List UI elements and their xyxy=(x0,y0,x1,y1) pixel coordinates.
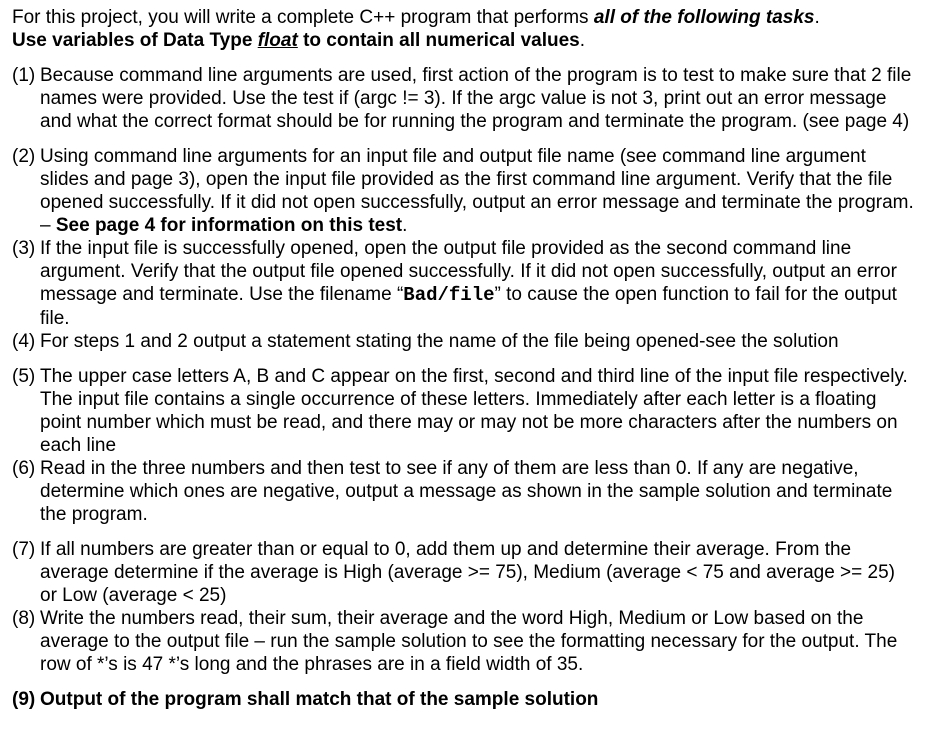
task-number: (2) xyxy=(12,146,36,167)
task-item-1 xyxy=(12,64,917,133)
task-number: (4) xyxy=(12,331,36,352)
intro-line-1: For this project, you will write a complete C++ program that performs all of the following tasks. xyxy=(12,7,820,28)
task-item-6 xyxy=(12,457,917,526)
task-item-5 xyxy=(12,365,917,457)
intro xyxy=(12,6,917,52)
task-number: (7) xyxy=(12,539,36,560)
task-number: (1) xyxy=(12,65,36,86)
task-number: (3) xyxy=(12,238,36,259)
intro-line-2: Use variables of Data Type float to contain all numerical values. xyxy=(12,30,586,51)
task-item-2 xyxy=(12,145,917,237)
task-item-9 xyxy=(12,688,917,711)
task-text: If all numbers are greater than or equal to 0, add them up and determine their average. From the average determine if the average is High (average >= 75), Medium (average < 75 and average >= 25) or Low (average < 25) xyxy=(40,539,895,606)
assignment-document xyxy=(12,6,917,711)
task-text: The upper case letters A, B and C appear on the first, second and third line of the input file respectively. The input file contains a single occurrence of these letters. Immediately after each letter is a floating point number which must be read, and there may or may not be more characters after the numbers on each line xyxy=(40,366,908,456)
task-text: If the input file is successfully opened, open the output file provided as the second command line argument. Verify that the output file opened successfully. If it did not open successfully, output an error message and terminate. Use the filename “Bad/file” to cause the open function to fail for the output file. xyxy=(40,238,897,329)
task-item-8 xyxy=(12,607,917,676)
task-text: Read in the three numbers and then test to see if any of them are less than 0. If any are negative, determine which ones are negative, output a message as shown in the sample solution and terminate the program. xyxy=(40,458,893,525)
task-number: (6) xyxy=(12,458,36,479)
task-text: Using command line arguments for an input file and output file name (see command line argument slides and page 3), open the input file provided as the first command line argument. Verify that the file opened successfully. If it did not open successfully, output an error message and terminate the program. – See page 4 for information on this test. xyxy=(40,146,914,236)
task-text: For steps 1 and 2 output a statement stating the name of the file being opened-see the solution xyxy=(40,331,839,352)
task-text: Because command line arguments are used, first action of the program is to test to make sure that 2 file names were provided. Use the test if (argc != 3). If the argc value is not 3, print out an error message and what the correct format should be for running the program and terminate the program. (see page 4) xyxy=(40,65,912,132)
task-item-7 xyxy=(12,538,917,607)
task-text: Write the numbers read, their sum, their average and the word High, Medium or Low based on the average to the output file – run the sample solution to see the formatting necessary for the output. The row of *’s is 47 *’s long and the phrases are in a field width of 35. xyxy=(40,608,898,675)
emphasis-all-tasks: all of the following tasks xyxy=(593,7,815,28)
task-number: (9) xyxy=(12,689,36,710)
task-item-4 xyxy=(12,330,917,353)
data-type-float: float xyxy=(257,30,298,51)
bad-filename-code: Bad/file xyxy=(403,284,495,306)
task-text: Output of the program shall match that of the sample solution xyxy=(40,689,599,710)
see-page-4-note: See page 4 for information on this test xyxy=(55,215,403,236)
task-item-3 xyxy=(12,237,917,330)
task-number: (8) xyxy=(12,608,36,629)
task-number: (5) xyxy=(12,366,36,387)
